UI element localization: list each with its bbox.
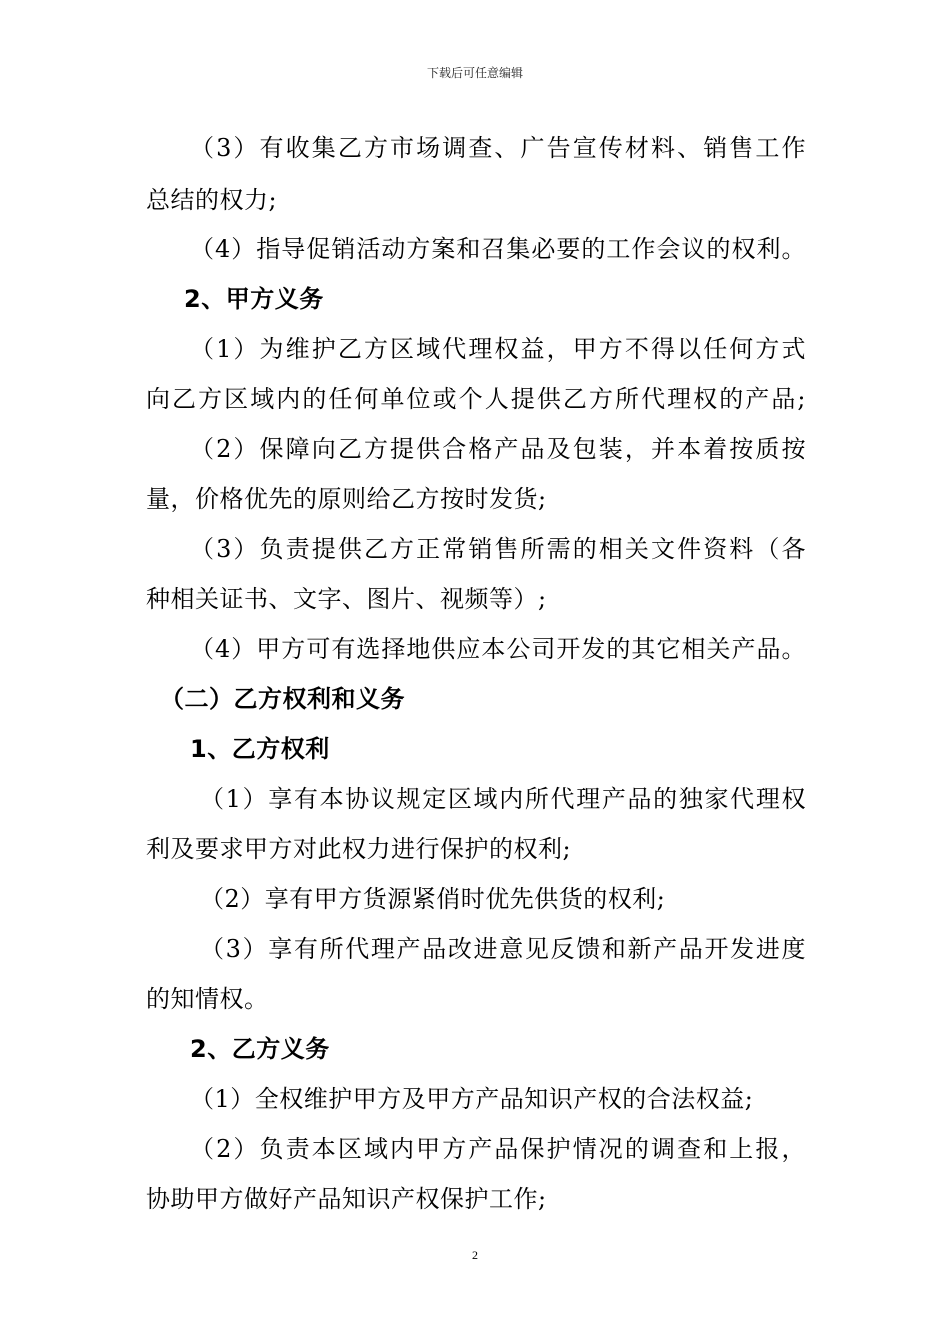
paragraph-line: 总结的权力; xyxy=(146,186,278,214)
section-heading: （二）乙方权利和义务 xyxy=(160,685,405,713)
paragraph-line: （2）享有甲方货源紧俏时优先供货的权利; xyxy=(200,885,666,913)
paragraph-line: 的知情权。 xyxy=(146,985,269,1013)
paragraph-line: 量，价格优先的原则给乙方按时发货; xyxy=(146,485,547,513)
section-heading: 1、乙方权利 xyxy=(190,735,330,763)
paragraph-line: 向乙方区域内的任何单位或个人提供乙方所代理权的产品; xyxy=(146,385,806,413)
paragraph-line: 利及要求甲方对此权力进行保护的权利; xyxy=(146,835,572,863)
paragraph-line: （2）保障向乙方提供合格产品及包装，并本着按质按 xyxy=(190,435,806,463)
page-header: 下载后可任意编辑 xyxy=(426,66,523,80)
paragraph-line: 协助甲方做好产品知识产权保护工作; xyxy=(146,1185,547,1213)
paragraph-line: （3）负责提供乙方正常销售所需的相关文件资料（各 xyxy=(190,535,806,563)
page-number: 2 xyxy=(472,1248,478,1262)
paragraph-line: （3）有收集乙方市场调查、广告宣传材料、销售工作 xyxy=(190,134,806,162)
paragraph-line: （3）享有所代理产品改进意见反馈和新产品开发进度 xyxy=(200,935,806,963)
paragraph-line: （1）全权维护甲方及甲方产品知识产权的合法权益; xyxy=(190,1085,754,1113)
paragraph-line: （4）甲方可有选择地供应本公司开发的其它相关产品。 xyxy=(190,635,806,663)
paragraph-line: 种相关证书、文字、图片、视频等）; xyxy=(146,585,547,613)
paragraph-line: （1）享有本协议规定区域内所代理产品的独家代理权 xyxy=(200,785,806,813)
paragraph-line: （1）为维护乙方区域代理权益，甲方不得以任何方式 xyxy=(190,335,806,363)
section-heading: 2、乙方义务 xyxy=(190,1035,330,1063)
paragraph-line: （2）负责本区域内甲方产品保护情况的调查和上报， xyxy=(190,1135,806,1163)
section-heading: 2、甲方义务 xyxy=(184,285,324,313)
paragraph-line: （4）指导促销活动方案和召集必要的工作会议的权利。 xyxy=(190,235,806,263)
